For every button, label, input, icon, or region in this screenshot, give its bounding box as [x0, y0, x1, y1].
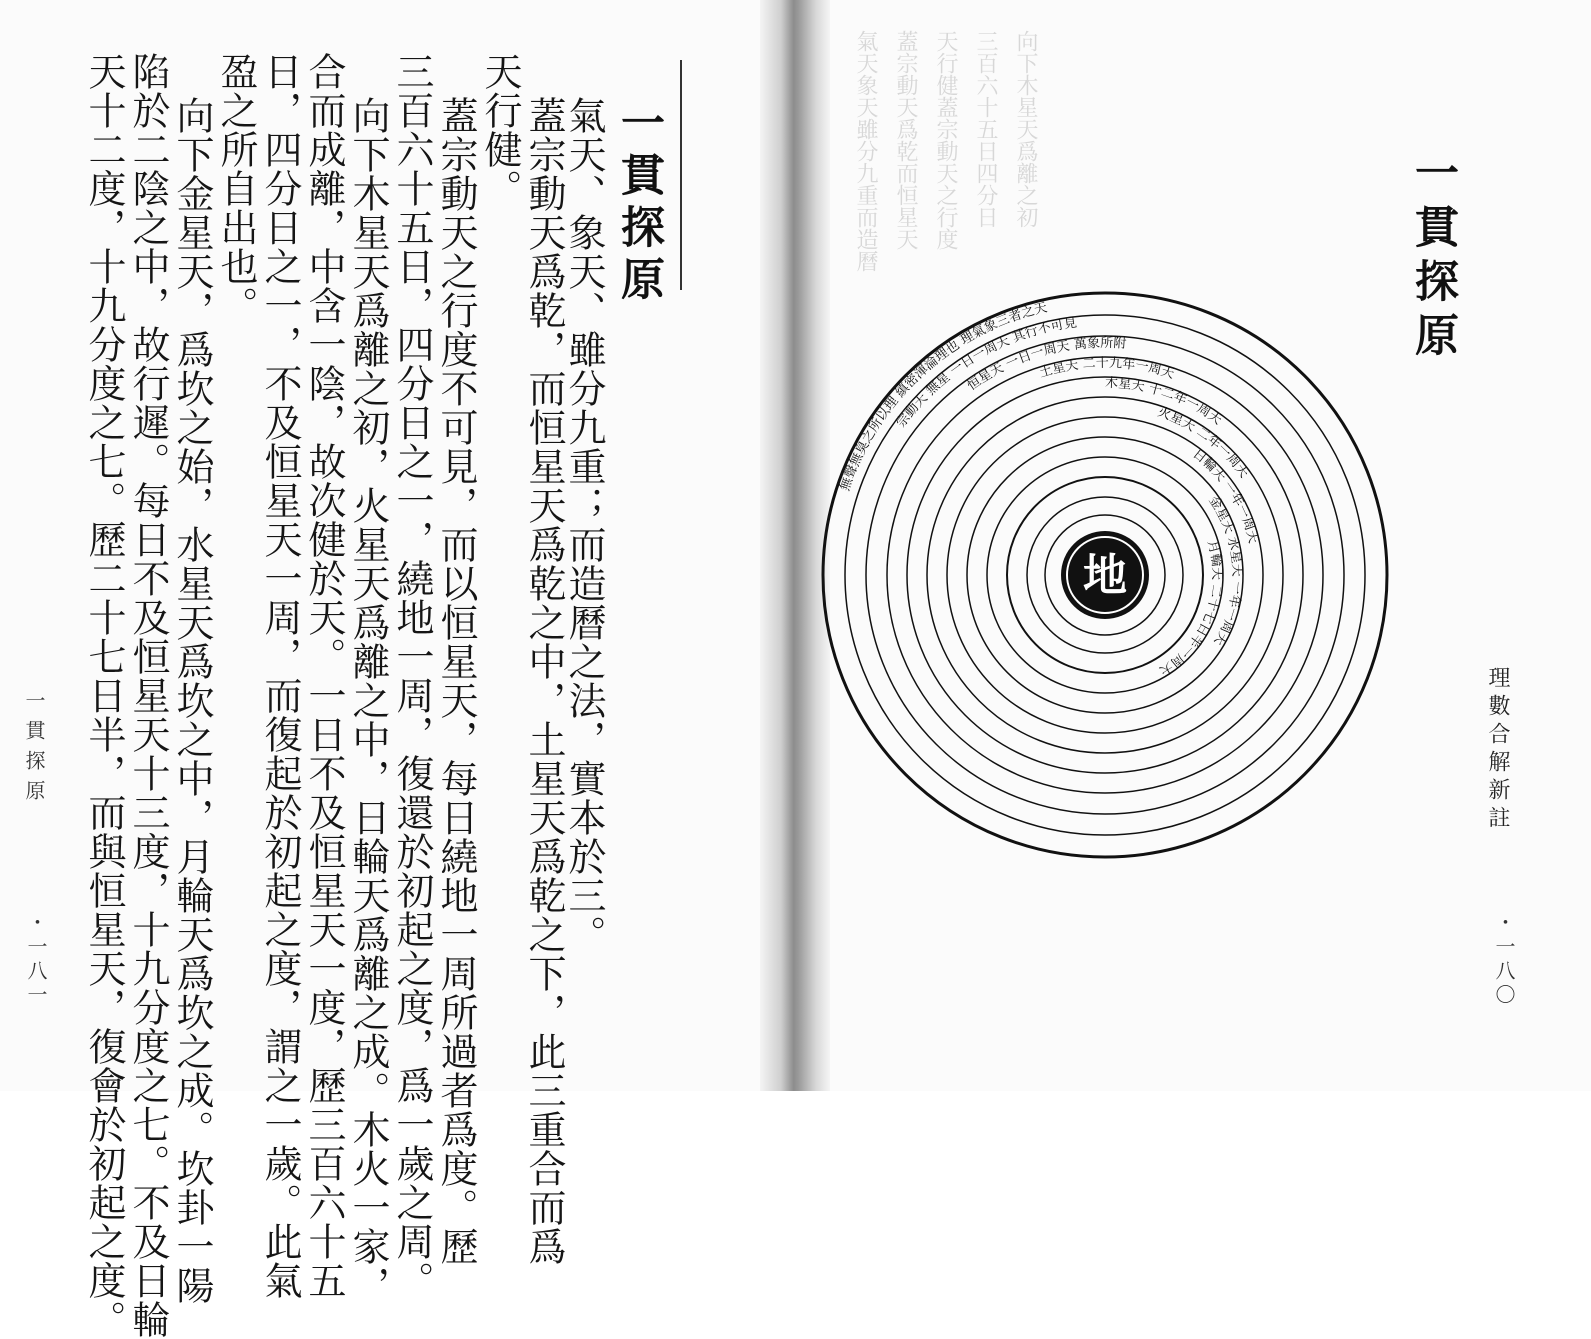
bleed-through-text: 向下木星天爲離之初 — [1013, 30, 1038, 228]
text-column-2: 蓋宗動天爲乾，而恒星天爲乾之中，土星天爲乾之下，此三重合而爲 — [522, 96, 566, 1266]
book-name: 理數合解新註 — [1485, 666, 1510, 834]
text-column-12: 天十二度，十九分度之七。歷二十七日半，而與恒星天，復會於初起之度。 — [82, 52, 126, 1339]
text-column-10: 向下金星天，爲坎之始，水星天爲坎之中，月輪天爲坎之成。坎卦一陽 — [170, 96, 214, 1305]
running-footer: 一貫探原 — [22, 690, 46, 810]
ring-label-2: 恒星天 一日一周天 萬象所附 — [964, 335, 1127, 394]
title-text: 一貫探原 — [613, 100, 664, 308]
text-column-5: 三百六十五日，四分日之一，繞地一周，復還於初起之度，爲一歲之周。 — [390, 52, 434, 1300]
text-column-9: 盈之所自出也。 — [214, 52, 258, 325]
text-column-4: 蓋宗動天之行度不可見，而以恒星天，每日繞地一周所過者爲度。歷 — [434, 96, 478, 1266]
ring-label-6: 日輪天 一年一周天 — [1189, 446, 1261, 546]
ring-label-7: 金星天 水星天 一年一周天 — [1205, 493, 1245, 648]
text-column-8: 日，四分日之一，不及恒星天一周，而復起於初起之度，謂之一歲。此氣 — [258, 52, 302, 1300]
bleed-through-text: 氣天象天雖分九重而造曆 — [853, 30, 878, 272]
bleed-through-text: 天行健蓋宗動天之行度 — [933, 30, 958, 250]
text-column-7: 合而成離，中含一陰，故次健於天。一日不及恒星天一度，歷三百六十五 — [302, 52, 346, 1300]
ring-label-5: 火星天 二年一周天 — [1155, 404, 1252, 481]
bleed-through-text: 三百六十五日四分日 — [973, 30, 998, 228]
text-column-3: 天行健。 — [478, 52, 522, 208]
ring-label-3: 土星天 二十九年一周天 — [1037, 355, 1176, 383]
ring-label-1: 宗動天 無星 一日一周天 其行不可見 — [893, 315, 1078, 431]
ring-label-8: 月輪天 二十七日半一周天 — [1156, 538, 1225, 679]
ring-label-0: 無聲無臭之所以理 縝密渾淪理也 理氣象三者之天 — [837, 300, 1049, 493]
center-label: 地 — [1083, 550, 1127, 601]
text-column-1: 氣天、象天、雖分九重；而造曆之法，實本於三。 — [562, 96, 606, 954]
ring-label-4: 木星天 十二年一周天 — [1104, 375, 1225, 428]
bleed-through-text: 蓋宗動天爲乾而恒星天 — [893, 30, 918, 250]
page-title-left — [613, 60, 682, 308]
text-column-11: 陷於二陰之中，故行遲。每日不及恒星天十三度，十九分度之七。不及日輪 — [126, 52, 170, 1339]
celestial-spheres-diagram — [820, 290, 1390, 860]
ring-labels — [838, 300, 1261, 678]
page-title-right — [1400, 150, 1464, 366]
text-column-6: 向下木星天爲離之初，火星天爲離之中，日輪天爲離之成。木火一家， — [346, 96, 390, 1305]
title-text: 一貫探原 — [1407, 150, 1458, 366]
page-number-left: ・一八一 — [24, 912, 48, 1008]
page-number-right: ・一八〇 — [1492, 912, 1516, 1008]
